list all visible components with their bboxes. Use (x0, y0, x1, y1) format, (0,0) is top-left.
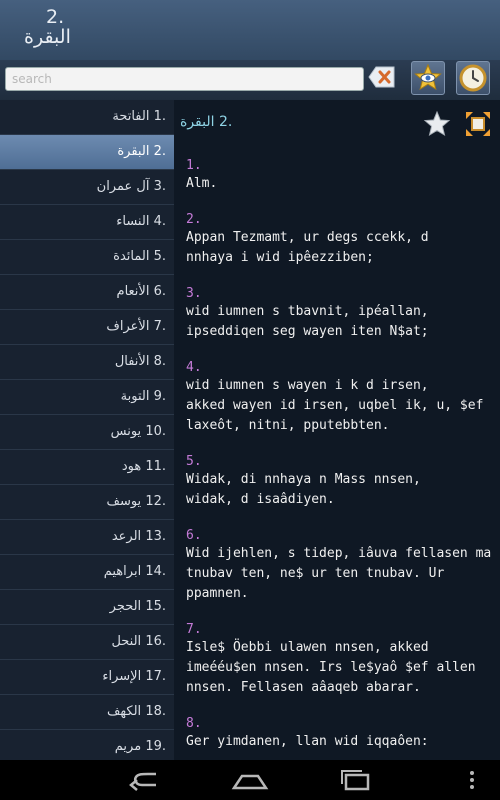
fullscreen-icon[interactable] (464, 110, 492, 138)
verse-item[interactable] (186, 622, 492, 698)
sura-list-item[interactable]: .11 هود (0, 450, 174, 485)
sura-list-item[interactable]: .7 الأعراف (0, 310, 174, 345)
sura-list-item[interactable]: .3 آل عمران (0, 170, 174, 205)
sura-list-item[interactable]: .18 الكهف (0, 695, 174, 730)
verse-number: 8. (186, 716, 202, 731)
verse-item[interactable] (186, 454, 492, 510)
verse-item[interactable] (186, 286, 492, 342)
recents-icon[interactable] (336, 768, 376, 792)
content-title: .2 البقرة (180, 114, 233, 130)
history-button[interactable] (456, 61, 490, 95)
overflow-menu-icon[interactable] (462, 768, 482, 792)
star-eye-icon (412, 62, 444, 94)
sura-list-item[interactable]: .5 المائدة (0, 240, 174, 275)
verse-panel (174, 100, 500, 760)
verse-item[interactable] (186, 360, 492, 436)
verse-text: Widak, di nnhaya n Mass nnsen, widak, d isaâdiyen. (186, 472, 421, 507)
verse-text: Appan Tezmamt, ur degs ccekk, d nnhaya i wid ipêezziben; (186, 230, 429, 265)
verse-number: 1. (186, 158, 202, 173)
sura-list-item[interactable]: .16 النحل (0, 625, 174, 660)
sura-list-item[interactable]: .13 الرعد (0, 520, 174, 555)
verse-text: Ger yimdanen, llan wid iqqaôen: (186, 734, 429, 749)
search-input[interactable] (5, 67, 364, 91)
verse-list (186, 158, 492, 760)
sura-list-item-selected[interactable]: .2 البقرة (0, 135, 174, 170)
sura-list-item[interactable]: .12 يوسف (0, 485, 174, 520)
favorites-button[interactable] (411, 61, 445, 95)
verse-item[interactable] (186, 528, 492, 604)
sura-list-item[interactable]: .8 الأنفال (0, 345, 174, 380)
verse-number: 4. (186, 360, 202, 375)
verse-number: 7. (186, 622, 202, 637)
sura-list-item[interactable]: .14 ابراهيم (0, 555, 174, 590)
system-nav-bar (0, 760, 500, 800)
verse-number: 5. (186, 454, 202, 469)
sura-list-item[interactable]: .19 مريم (0, 730, 174, 760)
verse-text: Alm. (186, 176, 218, 191)
sura-list-item[interactable]: .17 الإسراء (0, 660, 174, 695)
sura-list-item[interactable]: .1 الفاتحة (0, 100, 174, 135)
favorite-star-icon[interactable] (423, 110, 451, 138)
sura-list-item[interactable]: .10 يونس (0, 415, 174, 450)
verse-item[interactable] (186, 716, 492, 752)
clear-x-icon[interactable] (368, 65, 396, 89)
sura-list-item[interactable]: .9 التوبة (0, 380, 174, 415)
home-icon[interactable] (230, 768, 270, 792)
sura-list (0, 100, 174, 760)
title-bar (0, 0, 500, 60)
verse-text: wid iumnen s tbavnit, ipéallan, ipseddiqen seg wayen iten N$at; (186, 304, 429, 339)
sura-list-item[interactable]: .6 الأنعام (0, 275, 174, 310)
verse-text: wid iumnen s wayen i k d irsen, akked wayen id irsen, uqbel ik, u, $ef laxeôt, nitni, pputebbten. (186, 378, 484, 433)
verse-number: 2. (186, 212, 202, 227)
verse-number: 3. (186, 286, 202, 301)
back-icon[interactable] (124, 768, 164, 792)
verse-number: 6. (186, 528, 202, 543)
sura-list-item[interactable]: .15 الحجر (0, 590, 174, 625)
verse-item[interactable] (186, 212, 492, 268)
verse-text: Wid ijehlen, s tidep, iâuva fellasen ma tnubav ten, ne$ ur ten tnubav. Ur ppamnen. (186, 546, 492, 601)
clock-icon (457, 62, 489, 94)
verse-text: Isle$ Öebbi ulawen nnsen, akked imeééu$en nnsen. Irs le$yaô $ef allen nnsen. Fellasen aâaqeb abarar. (186, 640, 476, 695)
sura-number: 2. (46, 6, 65, 28)
sura-name: البقرة (24, 26, 71, 48)
verse-item[interactable] (186, 158, 492, 194)
sura-list-item[interactable]: .4 النساء (0, 205, 174, 240)
